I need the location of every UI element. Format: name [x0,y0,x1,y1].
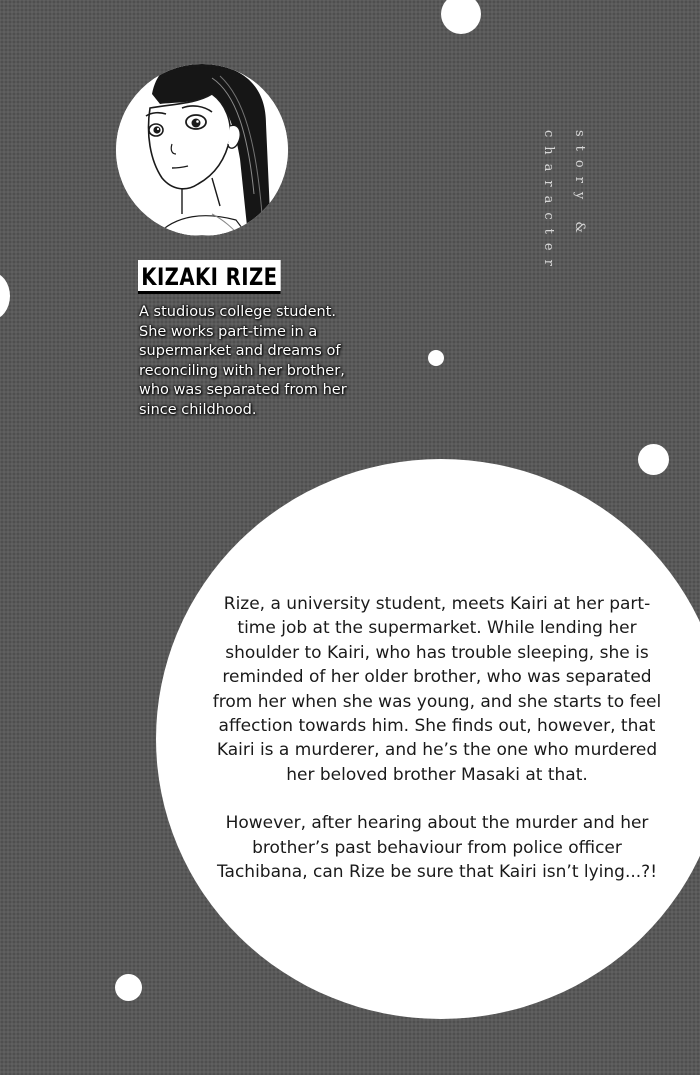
synopsis-paragraph-1: Rize, a university student, meets Kairi at her part-time job at the supermarket. While lending her shoulder to Kairi, who has trouble sleeping, she is reminded of her older brother, who was separated from her when she was young, and she starts to feel affection towards him. She finds out, however, that Kairi is a murderer, and he’s the one who murdered her beloved brother Masaki at that. [212,594,662,785]
synopsis-paragraph-2: However, after hearing about the murder and her brother’s past behaviour from police officer Tachibana, can Rize be sure that Kairi isn’t lying...?! [216,813,658,883]
caption-character: character [541,130,556,275]
character-name: KIZAKI RIZE [138,260,281,294]
decorative-dot [428,350,444,366]
decorative-dot [441,0,481,34]
caption-story: story & [572,130,587,242]
decorative-dot [638,444,669,475]
synopsis-text [212,592,662,908]
character-portrait [116,64,288,236]
decorative-dot [0,272,10,320]
character-description: A studious college student. She works part-time in a supermarket and dreams of reconciling with her brother, who was separated from her since childhood. [139,304,347,418]
decorative-dot [115,974,142,1001]
